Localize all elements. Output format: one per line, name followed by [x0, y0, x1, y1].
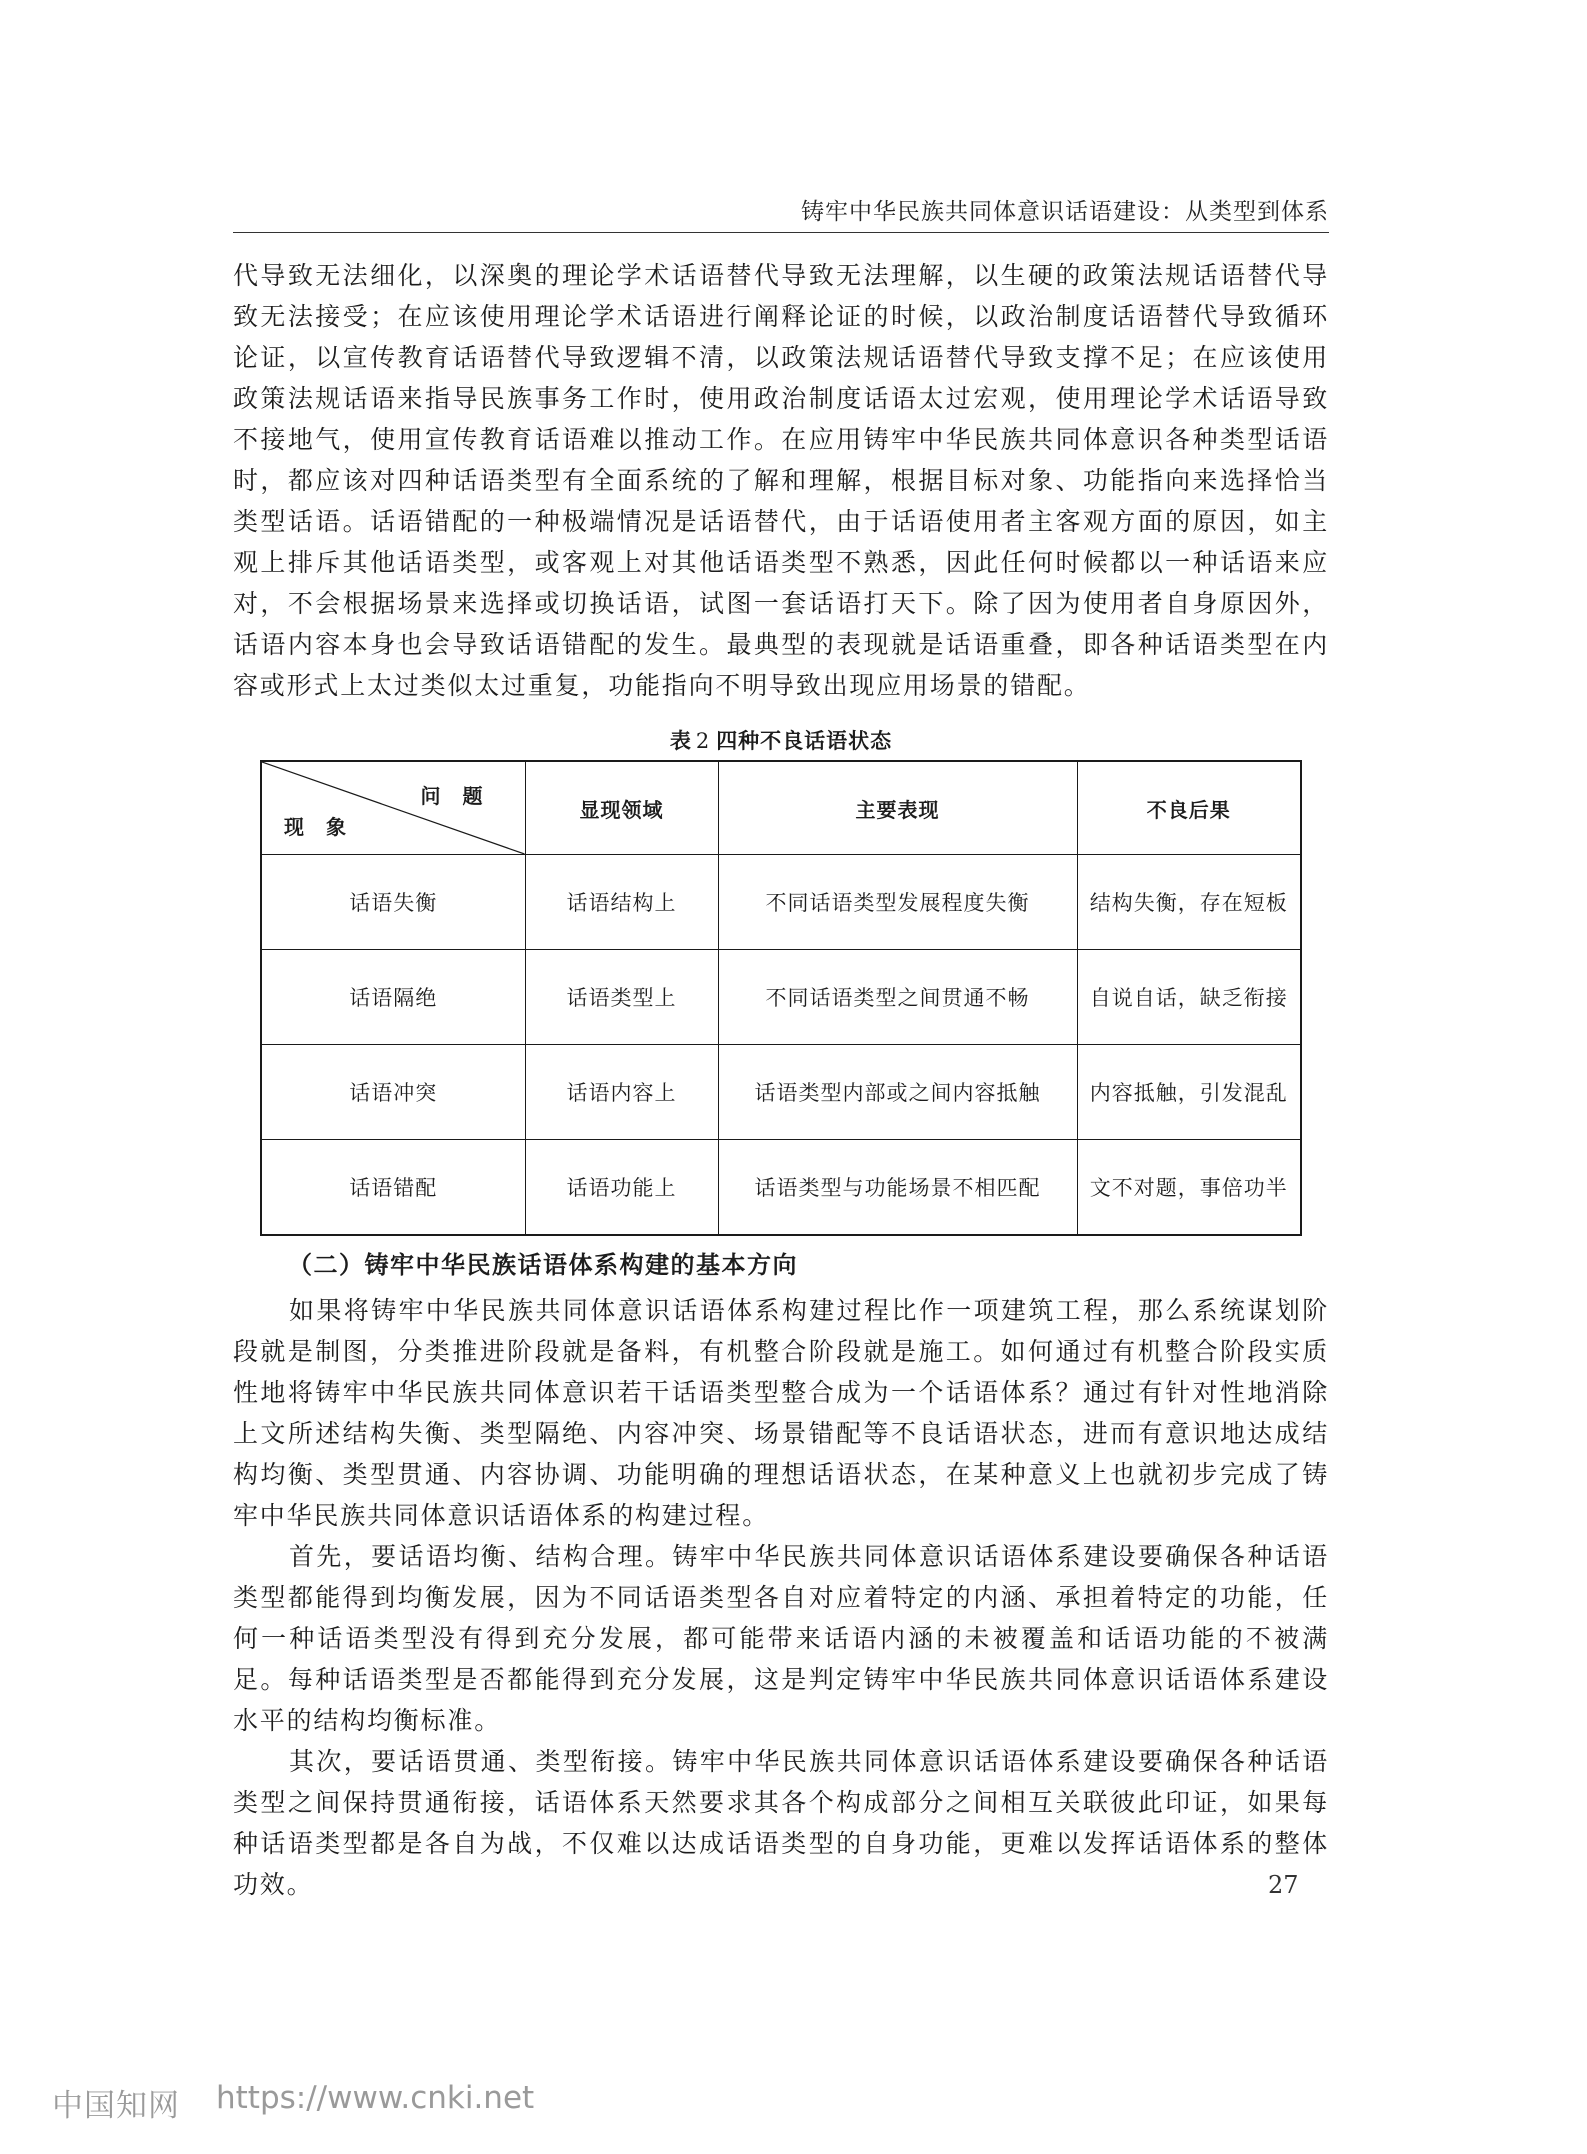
table-cell: 文不对题，事倍功半 — [1077, 1140, 1301, 1236]
table-row — [261, 1045, 1301, 1140]
diagonal-header-bottom: 现象 — [284, 815, 368, 839]
diagonal-header-top: 问题 — [420, 784, 505, 808]
table-cell: 不同话语类型之间贯通不畅 — [718, 950, 1077, 1045]
table-cell: 话语类型与功能场景不相匹配 — [718, 1140, 1077, 1236]
table-cell: 话语结构上 — [525, 855, 718, 950]
header-rule — [233, 232, 1329, 233]
page-number: 27 — [1268, 1871, 1299, 1899]
footer-url[interactable]: https://www.cnki.net — [216, 2080, 535, 2116]
table-cell: 话语失衡 — [261, 855, 525, 950]
table-row — [261, 855, 1301, 950]
column-header: 主要表现 — [718, 761, 1077, 855]
table-cell: 内容抵触，引发混乱 — [1077, 1045, 1301, 1140]
diagonal-header-cell — [261, 761, 525, 855]
table-cell: 不同话语类型发展程度失衡 — [718, 855, 1077, 950]
footer-brand: 中国知网 — [52, 2088, 180, 2124]
table-cell: 话语错配 — [261, 1140, 525, 1236]
table-cell: 话语功能上 — [525, 1140, 718, 1236]
table-caption — [233, 725, 1329, 755]
section-heading: （二）铸牢中华民族话语体系构建的基本方向 — [288, 1251, 798, 1279]
table-cell: 话语冲突 — [261, 1045, 525, 1140]
table-cell: 话语类型内部或之间内容抵触 — [718, 1045, 1077, 1140]
table-caption-number: 2 — [695, 729, 711, 753]
table-cell: 话语隔绝 — [261, 950, 525, 1045]
table-cell: 话语内容上 — [525, 1045, 718, 1140]
column-header: 显现领域 — [525, 761, 718, 855]
table-row — [261, 950, 1301, 1045]
table-row — [261, 1140, 1301, 1236]
column-header: 不良后果 — [1077, 761, 1301, 855]
table-cell: 结构失衡，存在短板 — [1077, 855, 1301, 950]
running-header: 铸牢中华民族共同体意识话语建设：从类型到体系 — [801, 199, 1329, 225]
table-cell: 话语类型上 — [525, 950, 718, 1045]
table-header-row — [261, 761, 1301, 855]
paragraph-2: 如果将铸牢中华民族共同体意识话语体系构建过程比作一项建筑工程，那么系统谋划阶段就是制图，分类推进阶段就是备料，有机整合阶段就是施工。如何通过有机整合阶段实质性地将铸牢中华民族共同体意识若干话语类型整合成为一个话语体系？通过有针对性地消除上文所述结构失衡、类型隔绝、内容冲突、场景错配等不良话语状态，进而有意识地达成结构均衡、类型贯通、内容协调、功能明确的理想话语状态，在某种意义上也就初步完成了铸牢中华民族共同体意识话语体系的构建过程。 — [233, 1296, 1329, 1530]
table-caption-title: 四种不良话语状态 — [716, 729, 893, 753]
table-cell: 自说自话，缺乏衔接 — [1077, 950, 1301, 1045]
paragraph-1: 代导致无法细化，以深奥的理论学术话语替代导致无法理解，以生硬的政策法规话语替代导致无法接受；在应该使用理论学术话语进行阐释论证的时候，以政治制度话语替代导致循环论证，以宣传教育话语替代导致逻辑不清，以政策法规话语替代导致支撑不足；在应该使用政策法规话语来指导民族事务工作时，使用政治制度话语太过宏观，使用理论学术话语导致不接地气，使用宣传教育话语难以推动工作。在应用铸牢中华民族共同体意识各种类型话语时，都应该对四种话语类型有全面系统的了解和理解，根据目标对象、功能指向来选择恰当类型话语。话语错配的一种极端情况是话语替代，由于话语使用者主客观方面的原因，如主观上排斥其他话语类型，或客观上对其他话语类型不熟悉，因此任何时候都以一种话语来应对，不会根据场景来选择或切换话语，试图一套话语打天下。除了因为使用者自身原因外，话语内容本身也会导致话语错配的发生。最典型的表现就是话语重叠，即各种话语类型在内容或形式上太过类似太过重复，功能指向不明导致出现应用场景的错配。 — [233, 261, 1329, 700]
table-caption-label: 表 — [669, 729, 692, 753]
paragraph-4: 其次，要话语贯通、类型衔接。铸牢中华民族共同体意识话语体系建设要确保各种话语类型之间保持贯通衔接，话语体系天然要求其各个构成部分之间相互关联彼此印证，如果每种话语类型都是各自为战，不仅难以达成话语类型的自身功能，更难以发挥话语体系的整体功效。 — [233, 1747, 1329, 1899]
paragraph-3: 首先，要话语均衡、结构合理。铸牢中华民族共同体意识话语体系建设要确保各种话语类型都能得到均衡发展，因为不同话语类型各自对应着特定的内涵、承担着特定的功能，任何一种话语类型没有得到充分发展，都可能带来话语内涵的未被覆盖和话语功能的不被满足。每种话语类型是否都能得到充分发展，这是判定铸牢中华民族共同体意识话语体系建设水平的结构均衡标准。 — [233, 1542, 1329, 1735]
data-table — [260, 760, 1302, 1236]
